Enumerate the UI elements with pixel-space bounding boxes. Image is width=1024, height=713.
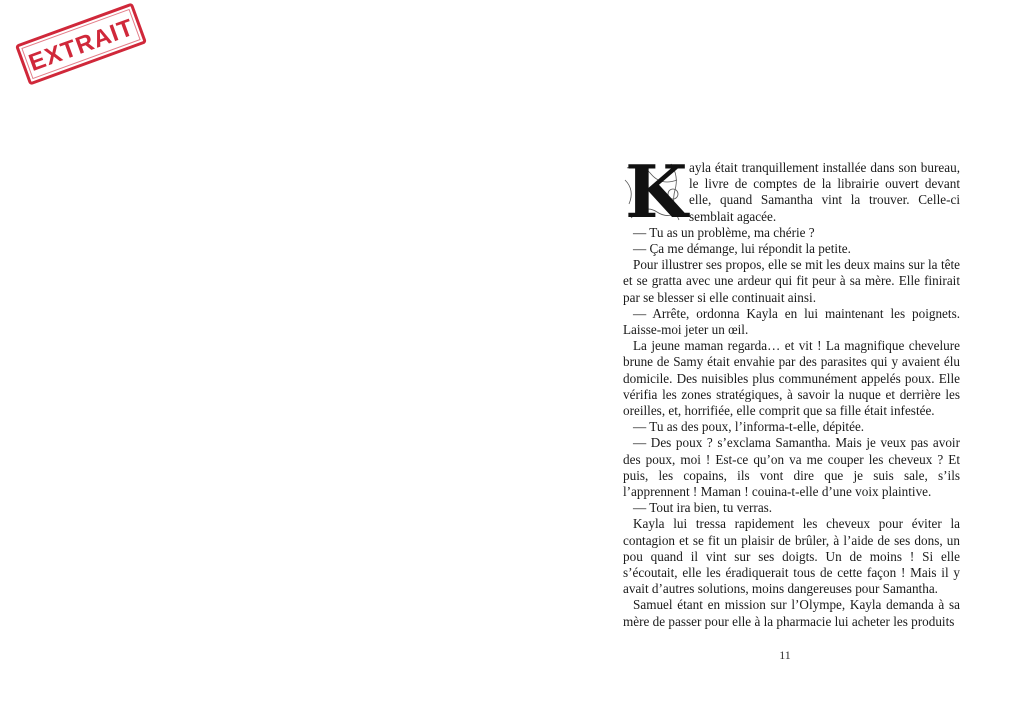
dropcap [621, 149, 688, 234]
body-text [623, 149, 960, 630]
paragraph-6: La jeune maman regarda… et vit ! La magnifique chevelure brune de Samy était envahie par des parasites qui y avaient élu domicile. Des nuisibles plus communément appelés poux. Elle vérifia les zones stratégiques, à savoir la nuque et derrière les oreilles, et, horrifiée, elle comprit que sa fille était infestée. [623, 338, 960, 419]
paragraph-8: — Des poux ? s’exclama Samantha. Mais je veux pas avoir des poux, moi ! Est-ce qu’on va me couper les cheveux ? Et puis, les copains, ils vont dire que je suis sale, s’ils l’apprennent ! Maman ! couina-t-elle d’une voix plaintive. [623, 435, 960, 500]
paragraph-4: Pour illustrer ses propos, elle se mit les deux mains sur la tête et se gratta avec une ardeur qui fit peur à sa mère. Elle finirait par se blesser si elle continuait ainsi. [623, 257, 960, 305]
paragraph-10: Kayla lui tressa rapidement les cheveux pour éviter la contagion et se fit un plaisir de brûler, à l’aide de ses dons, un pou quand il vint sur ses doigts. Un de moins ! Si elle s’écoutait, elle les éradiquerait tous de cette façon ! Mais il y avait d’autres solutions, moins dangereuses pour Samantha. [623, 516, 960, 597]
paragraph-1-text: ayla était tranquillement installée dans son bureau, le livre de comptes de la librairie ouvert devant elle, quand Samantha vint la trouver. Celle-ci semblait agacée. [689, 160, 960, 224]
stamp-text: EXTRAIT [25, 13, 138, 77]
paragraph-3: — Ça me démange, lui répondit la petite. [633, 241, 851, 257]
paragraph-9: — Tout ira bien, tu verras. [633, 500, 773, 516]
paragraph-2: — Tu as un problème, ma chérie ? [633, 224, 815, 240]
paragraph-5: — Arrête, ordonna Kayla en lui maintenant les poignets. Laisse-moi jeter un œil. [623, 305, 960, 338]
dropcap-letter: K [625, 149, 688, 234]
page-number: 11 [779, 648, 791, 662]
paragraph-7: — Tu as des poux, l’informa-t-elle, dépitée. [633, 419, 865, 435]
paragraph-11: Samuel étant en mission sur l’Olympe, Kayla demanda à sa mère de passer pour elle à la pharmacie lui acheter les produits [623, 597, 960, 629]
